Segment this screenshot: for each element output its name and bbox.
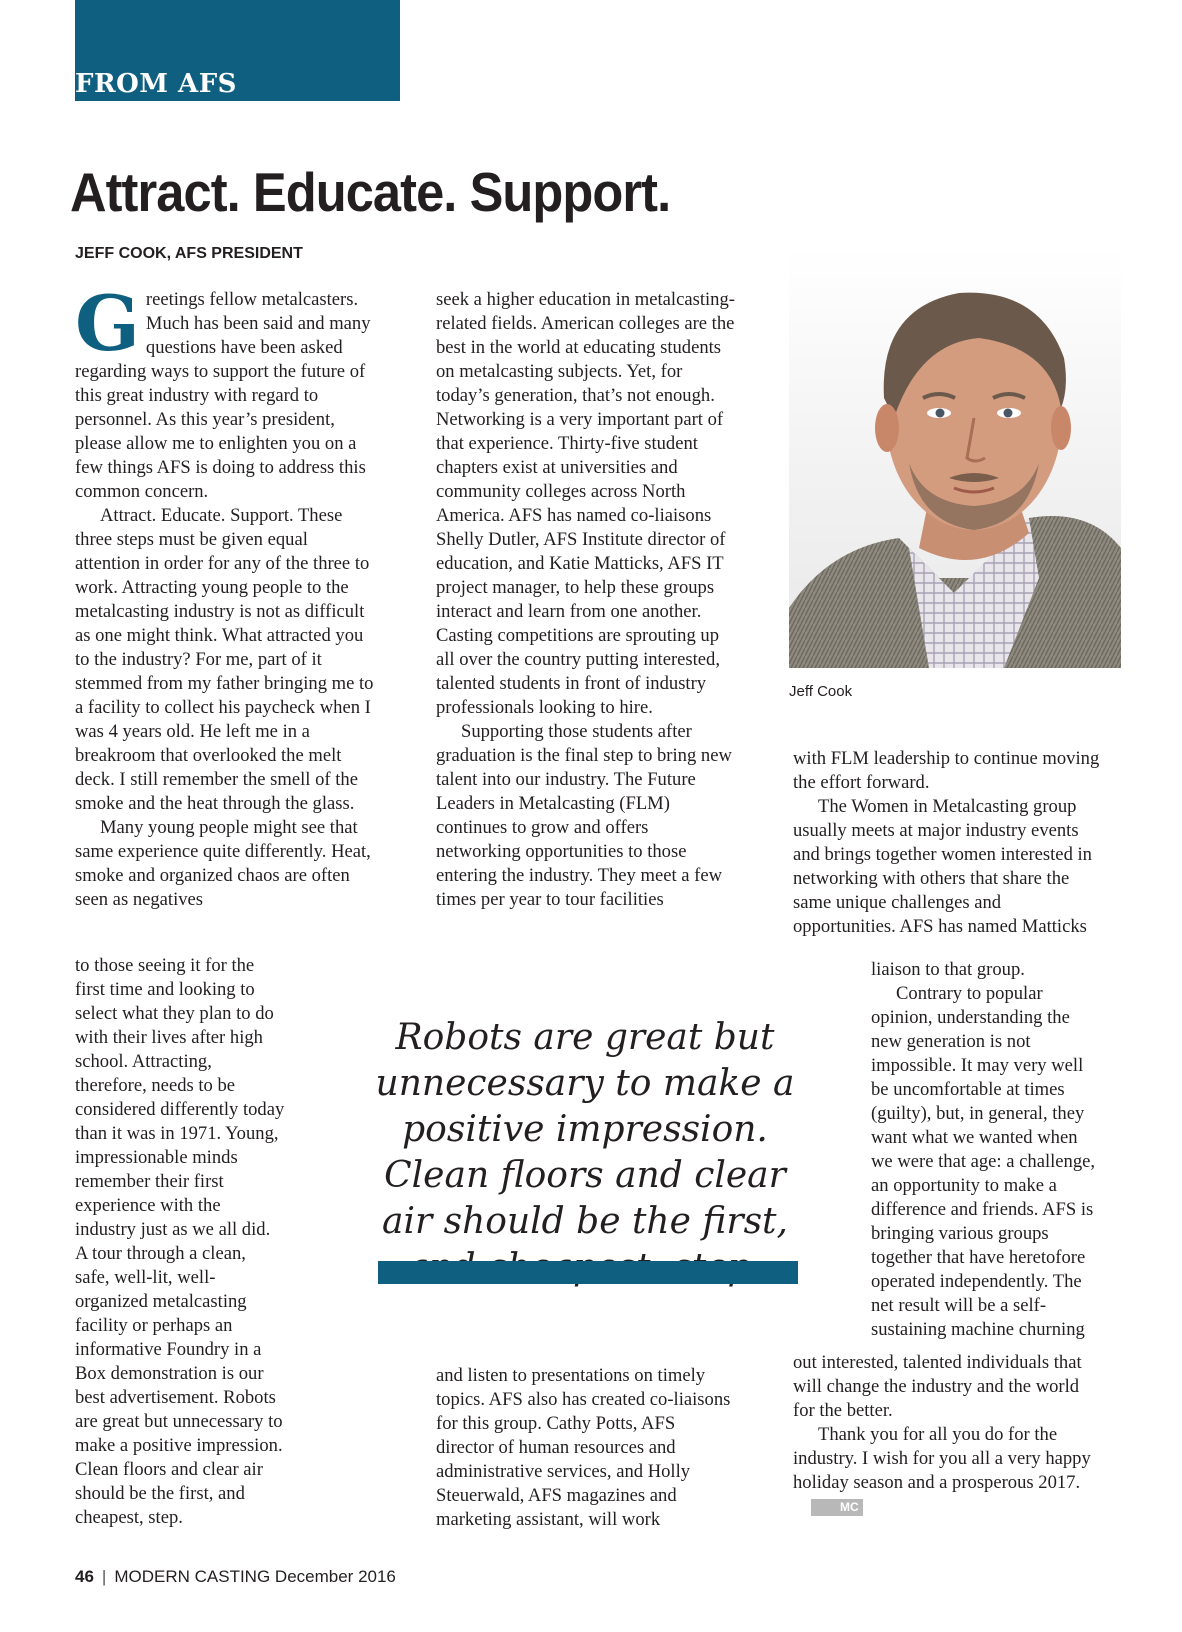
section-tag-label: FROM AFS <box>75 69 237 99</box>
paragraph: Greetings fellow metalcasters. Much has been said and many questions have been asked regarding ways to support the future of this great industry with regard to personnel. As this year’s president, please allow me to enlighten you on a few things AFS is doing to address this common concern. <box>75 279 371 502</box>
magazine-name: MODERN CASTING <box>114 1567 271 1586</box>
paragraph: to those seeing it for the first time and looking to select what they plan to do with their lives after high school. Attracting, therefore, needs to be considered differently today than it was in 1971. Young, impressionable minds remember their first experience with the industry just as we all did. A tour through a clean, safe, well-lit, well-organized metalcasting facility or perhaps an informative Foundry in a Box demonstration is our best advertisement. Robots are great but unnecessary to make a positive impression. Clean floors and clear air should be the first, and cheapest, step. <box>75 955 285 1528</box>
article-column-1 <box>75 279 375 912</box>
pull-quote-bar <box>378 1261 798 1284</box>
article-column-2 <box>436 288 736 912</box>
paragraph: Supporting those students after graduation is the final step to bring new talent into our industry. The Future Leaders in Metalcasting (FLM) continues to grow and offers networking opportunities to those entering the industry. They meet a few times per year to tour facilities <box>436 721 732 910</box>
paragraph: Thank you for all you do for the industry. I wish for you all a very happy holiday season and a prosperous 2017.MC <box>793 1424 1091 1515</box>
article-column-1-narrow <box>75 954 285 1530</box>
byline: JEFF COOK, AFS PRESIDENT <box>75 245 303 262</box>
paragraph: Attract. Educate. Support. These three steps must be given equal attention in order for any of the three to work. Attracting young people to the metalcasting industry is not as difficult as one might think. What attracted you to the industry? For me, part of it stemmed from my father bringing me to a facility to collect his paycheck when I was 4 years old. He left me in a breakroom that overlooked the melt deck. I still remember the smell of the smoke and the heat through the glass. <box>75 505 374 814</box>
portrait-illustration <box>789 248 1121 668</box>
drop-cap: G <box>75 279 140 368</box>
pull-quote: Robots are great but unnecessary to make a positive impression. Clean floors and clear air should be the first, <box>375 1017 795 1242</box>
issue-date: December 2016 <box>274 1567 396 1586</box>
section-tag <box>75 0 400 101</box>
article-headline: Attract. Educate. Support. <box>70 161 671 223</box>
paragraph: Contrary to popular opinion, understanding the new generation is not impossible. It may very well be uncomfortable at times (guilty), but, in general, they want what we wanted when we were that age: a challenge, an opportunity to make a difference and friends. AFS is bringing various groups together that have heretofore operated independently. The net result will be a self-sustaining machine churning <box>871 983 1096 1340</box>
photo-caption: Jeff Cook <box>789 683 853 700</box>
paragraph: and listen to presentations on timely topics. AFS also has created co-liaisons for this group. Cathy Potts, AFS director of human resources and administrative services, and Holly Steuerwald, AFS magazines and marketing assistant, will work <box>436 1365 731 1530</box>
paragraph: out interested, talented individuals that will change the industry and the world for the better. <box>793 1352 1082 1421</box>
paragraph: seek a higher education in metalcasting-related fields. American colleges are the best in the world at educating students on metalcasting subjects. Yet, for today’s generation, that’s not enough. Networking is a very important part of that experience. Thirty-five student chapters exist at universities and community colleges across North America. AFS has named co-liaisons Shelly Dutler, AFS Institute director of education, and Katie Matticks, AFS IT project manager, to help these groups interact and learn from one another. Casting competitions are sprouting up all over the country putting interested, talented students in front of industry professionals looking to hire. <box>436 289 735 718</box>
page-number: 46 <box>75 1567 94 1586</box>
article-column-3-continued <box>793 1351 1103 1519</box>
author-photo <box>789 248 1121 668</box>
footer-divider: | <box>101 1567 107 1586</box>
article-column-3-narrow <box>871 959 1103 1342</box>
paragraph: with FLM leadership to continue moving the effort forward. <box>793 748 1100 793</box>
paragraph: liaison to that group. <box>871 959 1025 980</box>
paragraph: Many young people might see that same experience quite differently. Heat, smoke and organized chaos are often seen as negatives <box>75 817 371 910</box>
article-column-3 <box>793 747 1103 939</box>
paragraph: The Women in Metalcasting group usually meets at major industry events and brings together women interested in networking with others that share the same unique challenges and opportunities. AFS has named Matticks <box>793 796 1092 937</box>
page-footer <box>75 1567 396 1587</box>
article-column-2-continued <box>436 1364 736 1532</box>
end-mark-icon: MC <box>811 1499 863 1516</box>
